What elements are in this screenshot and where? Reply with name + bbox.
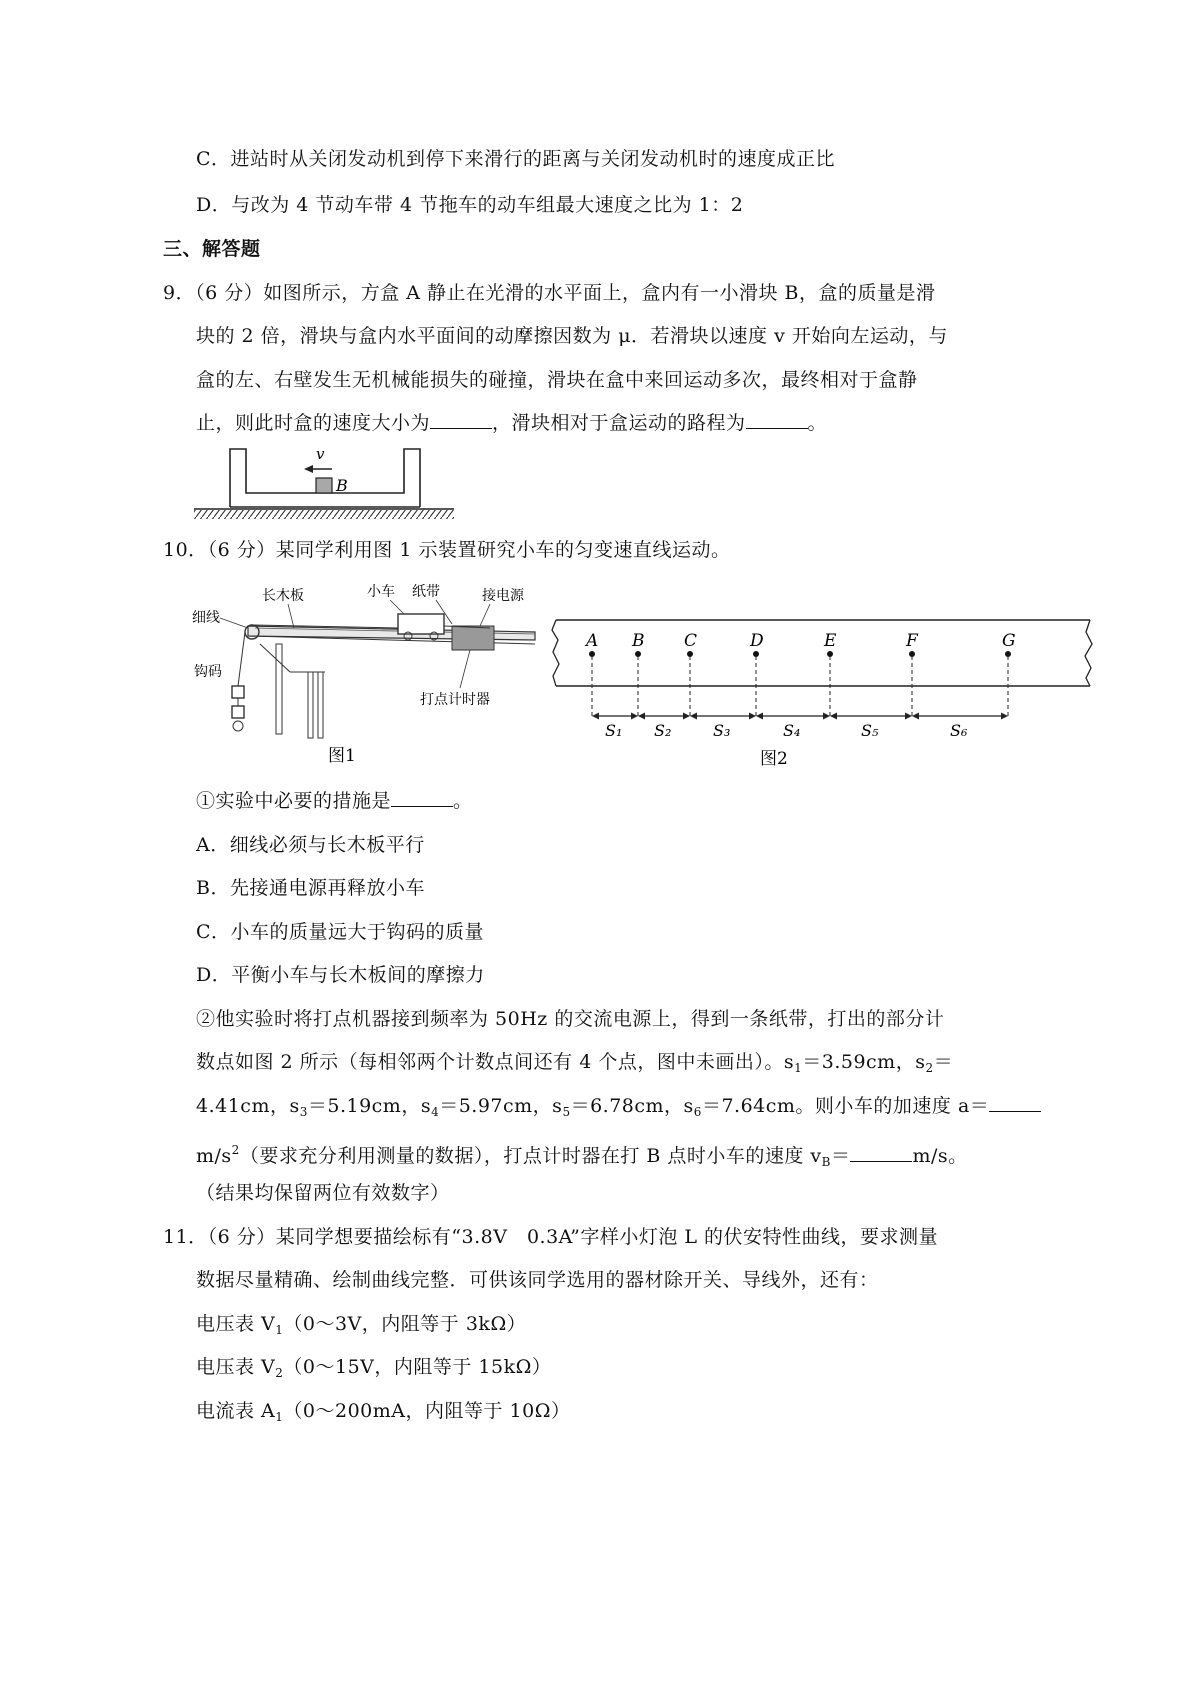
option-c: C．进站时从关闭发动机到停下来滑行的距离与关闭发动机时的速度成正比 xyxy=(196,148,836,170)
q10-text: ＝ xyxy=(933,1051,954,1073)
q11-text: （0～200mA，内阻等于 10Ω） xyxy=(283,1400,571,1422)
arrow-head xyxy=(756,713,763,720)
paper-tape-figure xyxy=(550,618,1110,770)
point-label: F xyxy=(906,631,918,651)
q9-text-b: ，滑块相对于盒运动的路程为 xyxy=(492,412,746,434)
segment-label: S₆ xyxy=(950,721,968,740)
label-timer: 打点计时器 xyxy=(420,692,490,708)
arrow-head xyxy=(631,713,638,720)
q10-part1-text: ①实验中必要的措施是 xyxy=(196,790,392,812)
subscript: 2 xyxy=(925,1061,934,1075)
q10-part1-end: 。 xyxy=(453,790,473,812)
q9-text-c: 。 xyxy=(807,412,828,434)
arrow-head xyxy=(638,713,645,720)
q10-text: m/s xyxy=(196,1145,232,1167)
label-weight: 钩码 xyxy=(194,664,222,680)
segment-label: S₄ xyxy=(783,721,801,740)
subscript: 1 xyxy=(794,1061,803,1075)
subscript: 4 xyxy=(431,1105,440,1119)
segment-label: S₁ xyxy=(605,721,623,740)
answer-blank[interactable] xyxy=(746,410,808,429)
arrow-head xyxy=(683,713,690,720)
q10-text: ＝7.64cm。则小车的加速度 a＝ xyxy=(701,1095,990,1117)
subscript: 6 xyxy=(693,1105,702,1119)
point-label: C xyxy=(684,631,698,651)
q11-text: （0～15V，内阻等于 15kΩ） xyxy=(283,1356,552,1378)
q10-option-b: B．先接通电源再释放小车 xyxy=(196,877,425,899)
q11-voltmeter-2 xyxy=(196,1354,551,1386)
cart xyxy=(398,614,444,634)
answer-blank[interactable] xyxy=(430,410,492,429)
arrow-head xyxy=(690,713,697,720)
q10-text: ＝ xyxy=(830,1145,851,1167)
q9-line-1: 9．（6 分）如图所示，方盒 A 静止在光滑的水平面上，盒内有一小滑块 B，盒的质量是滑 xyxy=(163,282,936,304)
label-power: 接电源 xyxy=(482,588,524,604)
arrow-head xyxy=(592,713,599,720)
q10-part2-line-1: ②他实验时将打点机器接到频率为 50Hz 的交流电源上，得到一条纸带，打出的部分计 xyxy=(196,1008,945,1030)
slider-label: B xyxy=(336,476,348,495)
arrow-head xyxy=(905,713,912,720)
answer-blank[interactable] xyxy=(850,1143,912,1162)
q10-part2-line-3 xyxy=(196,1093,1041,1125)
slider-block xyxy=(316,478,332,493)
point-label: E xyxy=(824,631,837,651)
answer-blank[interactable] xyxy=(391,788,453,807)
label-board: 长木板 xyxy=(262,588,304,604)
q11-text: 电压表 V xyxy=(196,1313,276,1335)
q10-part2-line-2 xyxy=(196,1049,953,1081)
q9-line-2: 块的 2 倍，滑块与盒内水平面间的动摩擦因数为 μ．若滑块以速度 v 开始向左运动，与 xyxy=(196,325,948,347)
label-string: 细线 xyxy=(192,610,220,626)
q10-text: ＝5.19cm，s xyxy=(307,1095,432,1117)
q11-text: 电压表 V xyxy=(196,1356,276,1378)
subscript: 5 xyxy=(562,1105,571,1119)
figure2-caption: 图2 xyxy=(760,749,788,769)
superscript: 2 xyxy=(231,1143,240,1157)
q11-text: （0～3V，内阻等于 3kΩ） xyxy=(283,1313,527,1335)
point-label: D xyxy=(750,631,764,651)
apparatus-figure xyxy=(190,576,545,766)
arrow-head xyxy=(749,713,756,720)
subscript: B xyxy=(821,1155,831,1169)
arrow-head xyxy=(1001,713,1008,720)
q10-option-a: A．细线必须与长木板平行 xyxy=(196,834,425,856)
hook-weight xyxy=(232,706,244,718)
q9-line-3: 盒的左、右壁发生无机械能损失的碰撞，滑块在盒中来回运动多次，最终相对于盒静 xyxy=(196,369,918,391)
point-label: G xyxy=(1002,631,1016,651)
arrow-head xyxy=(830,713,837,720)
label-tape: 纸带 xyxy=(412,584,440,600)
q10-text: 数点如图 2 所示（每相邻两个计数点间还有 4 个点，图中未画出）。s xyxy=(196,1051,795,1073)
velocity-arrow xyxy=(304,465,313,473)
timer xyxy=(452,626,494,650)
point-label: B xyxy=(632,631,645,651)
q10-text: ＝6.78cm，s xyxy=(570,1095,694,1117)
segment-label: S₃ xyxy=(713,721,731,740)
q10-text: ＝5.97cm，s xyxy=(439,1095,563,1117)
q11-line-1: 11．（6 分）某同学想要描绘标有“3.8V 0.3A”字样小灯泡 L 的伏安特性曲线，要求测量 xyxy=(163,1226,939,1248)
q10-text: m/s。 xyxy=(912,1145,968,1167)
figure1-caption: 图1 xyxy=(328,746,356,766)
arrow-head xyxy=(823,713,830,720)
q10-part2-line-4 xyxy=(196,1137,968,1175)
q11-ammeter-1 xyxy=(196,1398,570,1430)
segment-label: S₅ xyxy=(861,721,879,740)
label-cart: 小车 xyxy=(367,584,395,600)
tape-torn-right xyxy=(1085,620,1092,686)
q10-option-d: D．平衡小车与长木板间的摩擦力 xyxy=(196,964,485,986)
option-d: D．与改为 4 节动车带 4 节拖车的动车组最大速度之比为 1：2 xyxy=(196,194,744,216)
point-label: A xyxy=(586,631,599,651)
velocity-label: v xyxy=(316,445,325,463)
q9-line-4 xyxy=(196,410,827,436)
q10-text: ＝3.59cm，s xyxy=(802,1051,926,1073)
box-slider-figure xyxy=(190,445,465,525)
q10-part2-line-5: （结果均保留两位有效数字） xyxy=(196,1182,450,1204)
q9-text-a: 止，则此时盒的速度大小为 xyxy=(196,412,431,434)
subscript: 2 xyxy=(275,1366,284,1380)
subscript: 1 xyxy=(275,1323,284,1337)
q11-voltmeter-1 xyxy=(196,1311,526,1343)
answer-blank[interactable] xyxy=(989,1093,1041,1112)
q10-text: 4.41cm，s xyxy=(196,1095,300,1117)
q10-title: 10．（6 分）某同学利用图 1 示装置研究小车的匀变速直线运动。 xyxy=(163,539,731,561)
tape-torn-left xyxy=(552,620,559,686)
hook-weight xyxy=(232,686,244,698)
arrow-head xyxy=(912,713,919,720)
subscript: 3 xyxy=(299,1105,308,1119)
segment-label: S₂ xyxy=(654,721,672,740)
q10-part1 xyxy=(196,788,473,814)
ground-hatch xyxy=(194,510,454,519)
q10-option-c: C．小车的质量远大于钩码的质量 xyxy=(196,921,485,943)
q11-line-2: 数据尽量精确、绘制曲线完整．可供该同学选用的器材除开关、导线外，还有： xyxy=(196,1269,879,1291)
section-title: 三、解答题 xyxy=(163,238,261,260)
q10-text: （要求充分利用测量的数据），打点计时器在打 B 点时小车的速度 v xyxy=(239,1145,822,1167)
subscript: 1 xyxy=(275,1410,284,1424)
q11-text: 电流表 A xyxy=(196,1400,276,1422)
